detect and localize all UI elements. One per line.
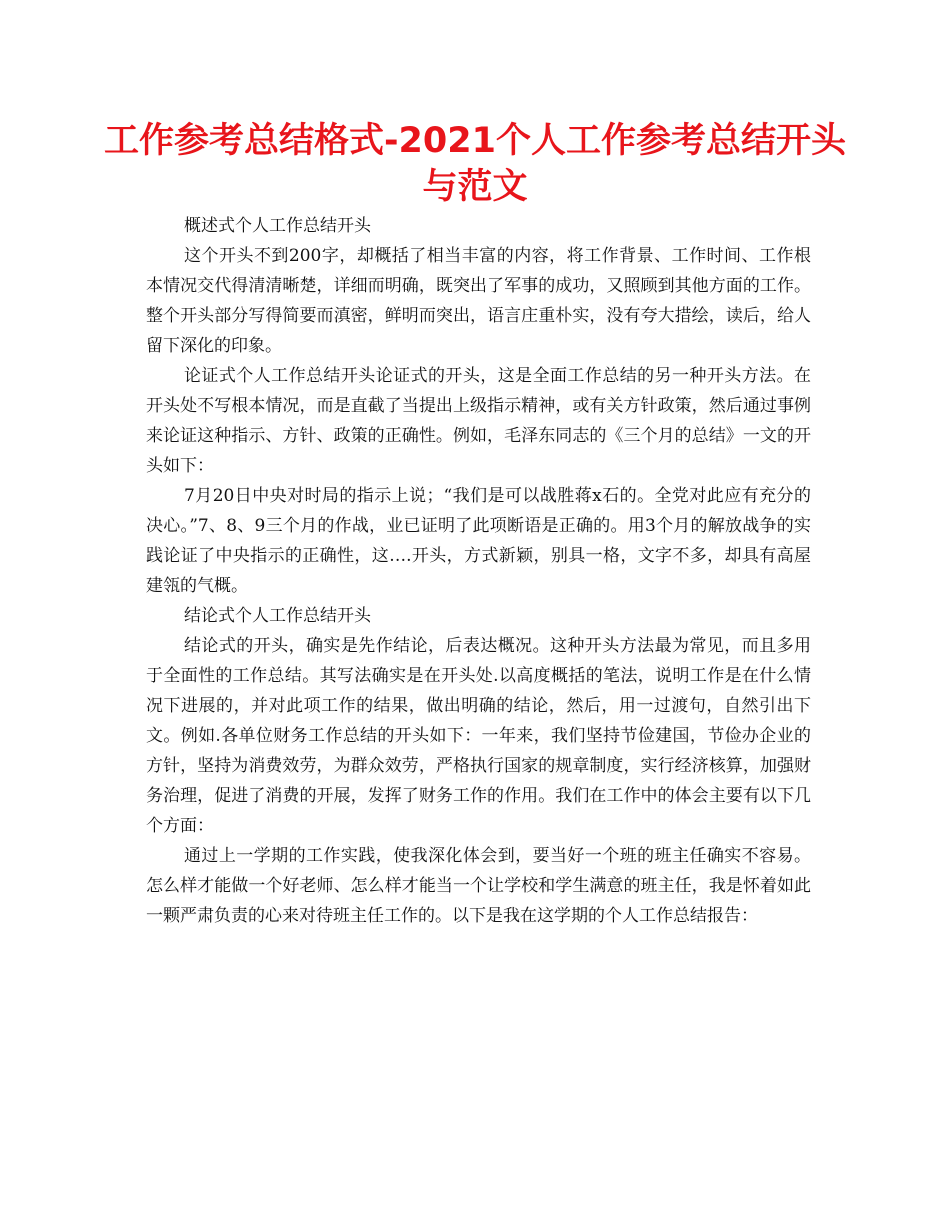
document-title: 工作参考总结格式-2021个人工作参考总结开头与范文 bbox=[104, 121, 846, 207]
paragraph: 通过上一学期的工作实践，使我深化体会到，要当好一个班的班主任确实不容易。怎么样才能做一个好老师、怎么样才能当一个让学校和学生满意的班主任，我是怀着如此一颗严肃负责的心来对待班主任工作的。以下是我在这学期的个人工作总结报告： bbox=[146, 846, 811, 926]
paragraph: 概述式个人工作总结开头 bbox=[184, 216, 371, 236]
paragraph: 7月20日中央对时局的指示上说；“我们是可以战胜蒋x石的。全党对此应有充分的决心。”7、8、9三个月的作战，业已证明了此项断语是正确的。用3个月的解放战争的实践论证了中央指示的正确性，这….开头，方式新颖，别具一格，文字不多，却具有高屋建瓴的气概。 bbox=[146, 486, 811, 596]
paragraph: 结论式个人工作总结开头 bbox=[184, 606, 371, 626]
paragraph: 论证式个人工作总结开头论证式的开头，这是全面工作总结的另一种开头方法。在开头处不写根本情况，而是直截了当提出上级指示精神，或有关方针政策，然后通过事例来论证这种指示、方针、政策的正确性。例如，毛泽东同志的《三个月的总结》一文的开头如下： bbox=[146, 366, 811, 476]
paragraph: 这个开头不到200字，却概括了相当丰富的内容，将工作背景、工作时间、工作根本情况交代得清清晰楚，详细而明确，既突出了军事的成功，又照顾到其他方面的工作。整个开头部分写得简要而滇密，鲜明而突出，语言庄重朴实，没有夸大措绘，读后，给人留下深化的印象。 bbox=[146, 246, 811, 356]
paragraph: 结论式的开头，确实是先作结论，后表达概况。这种开头方法最为常见，而且多用于全面性的工作总结。其写法确实是在开头处.以高度概括的笔法，说明工作是在什么情况下进展的，并对此项工作的结果，做出明确的结论，然后，用一过渡句，自然引出下文。例如.各单位财务工作总结的开头如下：一年来，我们坚持节俭建国，节俭办企业的方针，坚持为消费效劳，为群众效劳，严格执行国家的规章制度，实行经济核算，加强财务治理，促进了消费的开展，发挥了财务工作的作用。我们在工作中的体会主要有以下几个方面： bbox=[146, 636, 811, 836]
document-body bbox=[146, 211, 811, 931]
